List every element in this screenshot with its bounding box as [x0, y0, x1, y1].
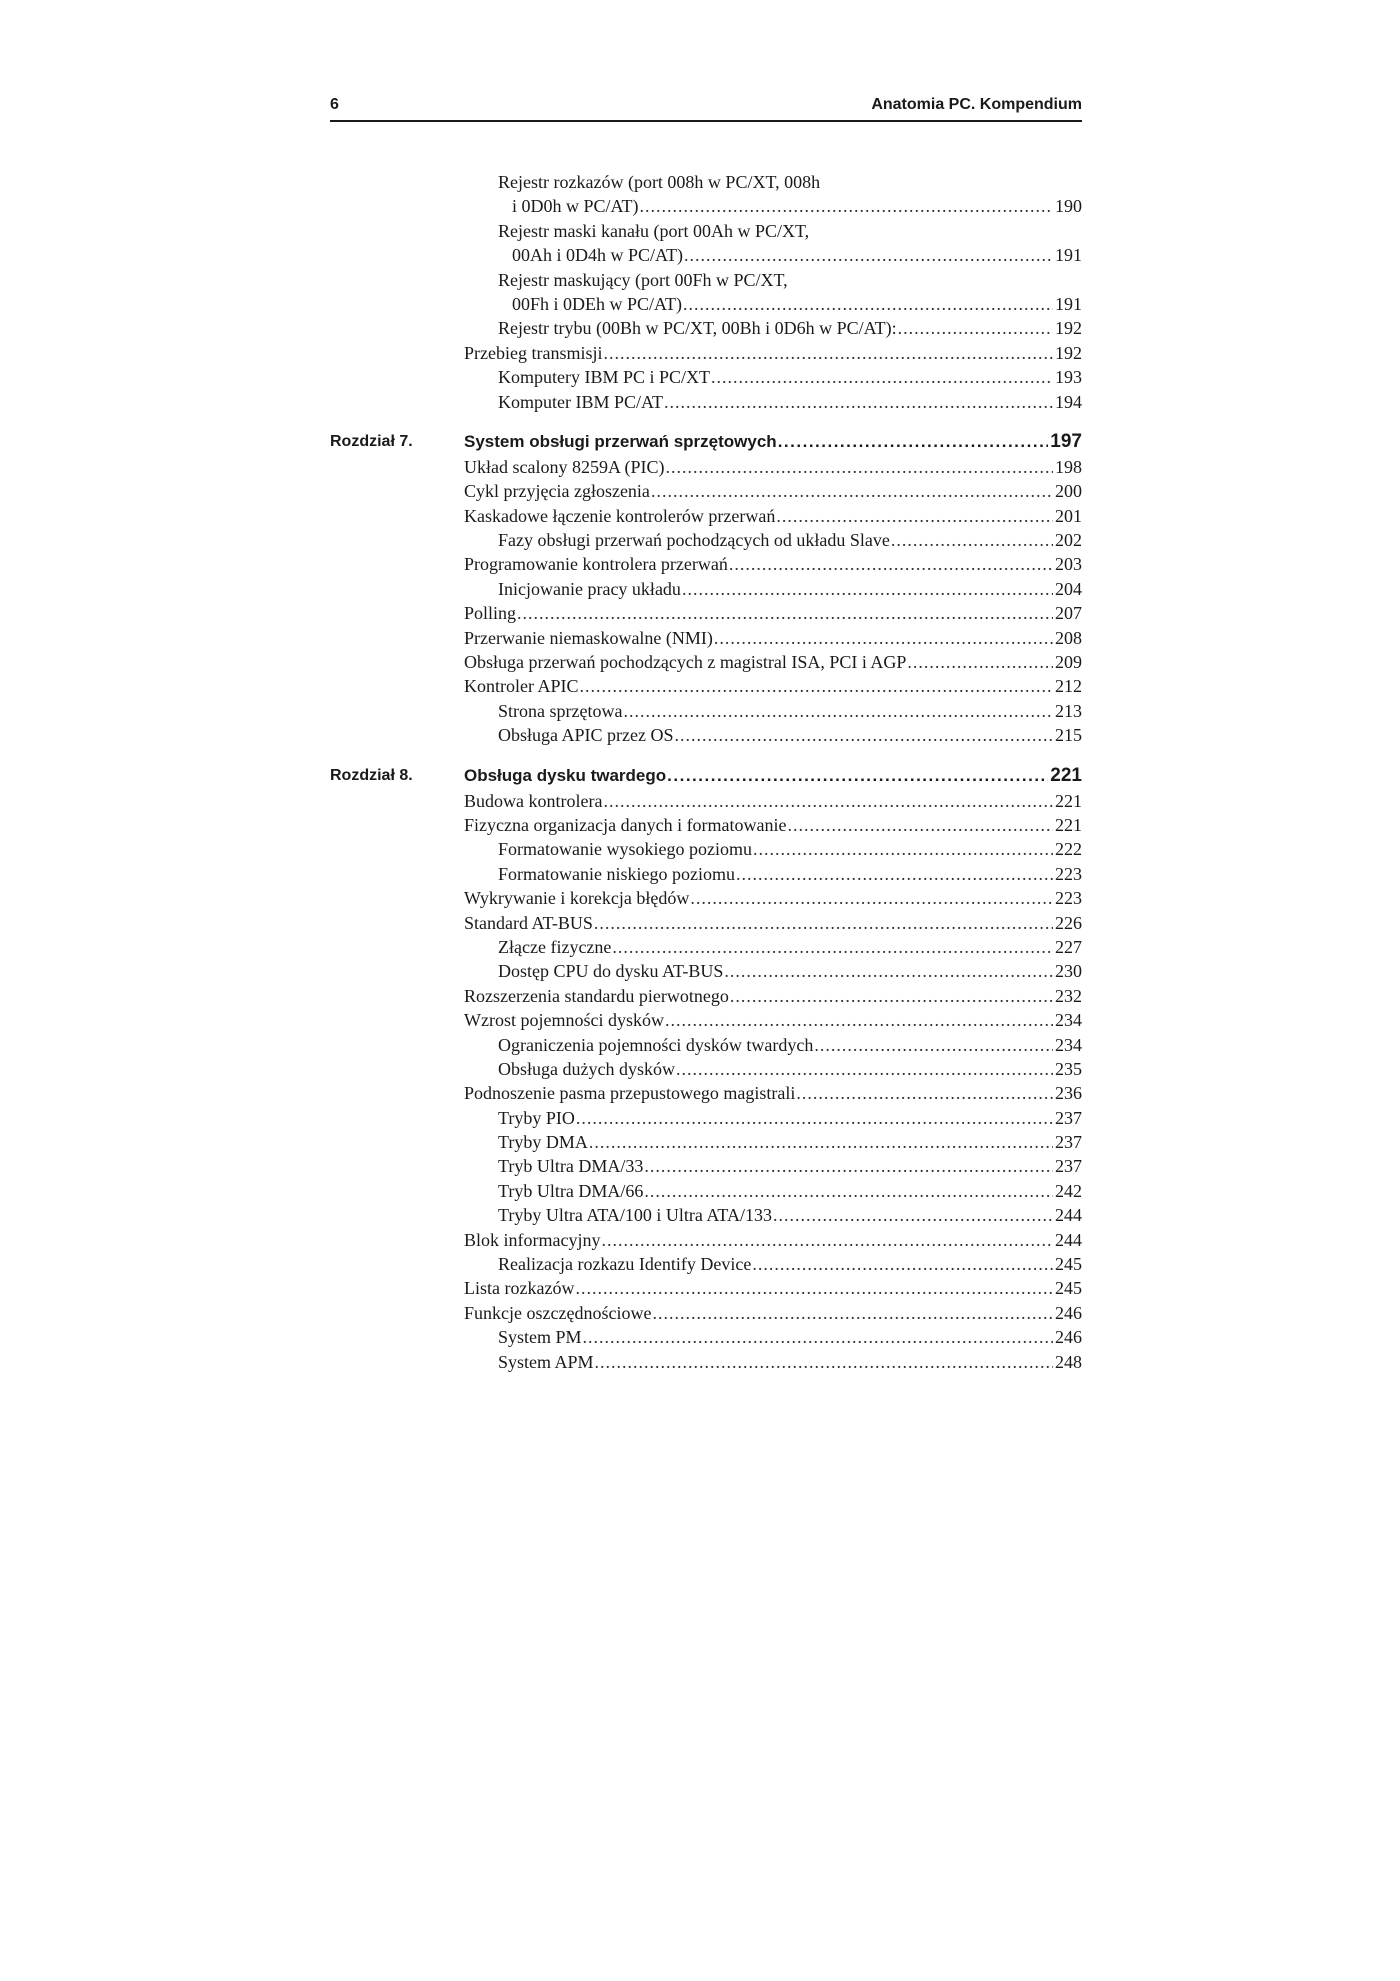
toc-page-number: 203: [1055, 554, 1082, 575]
toc-page-number: 197: [1050, 430, 1082, 452]
toc-page-number: 212: [1055, 676, 1082, 697]
dot-leader: [651, 479, 1053, 503]
toc-entry-title: Realizacja rozkazu Identify Device: [498, 1254, 752, 1275]
toc-entry-title: Kaskadowe łączenie kontrolerów przerwań: [464, 505, 776, 526]
toc-entry: [330, 862, 1082, 886]
toc-page-number: 204: [1055, 578, 1082, 599]
toc-entry: [330, 1033, 1082, 1057]
dot-leader: [623, 699, 1053, 723]
dot-leader: [517, 601, 1053, 625]
toc-entry-title: Fizyczna organizacja danych i formatowanie: [464, 814, 787, 835]
toc-entry: [330, 601, 1082, 625]
toc-page-number: 194: [1055, 391, 1082, 412]
toc-page-number: 237: [1055, 1156, 1082, 1177]
toc-entry-title: Dostęp CPU do dysku AT-BUS: [498, 961, 724, 982]
toc-entry: [330, 219, 1082, 243]
toc-entry: [330, 170, 1082, 194]
toc-page-number: 242: [1055, 1180, 1082, 1201]
dot-leader: [724, 959, 1053, 983]
toc-page-number: 201: [1055, 505, 1082, 526]
dot-leader: [773, 1203, 1053, 1227]
toc-entry-title: Komputery IBM PC i PC/XT: [498, 367, 711, 388]
toc-chapter-entry: [330, 428, 1082, 455]
toc-entry-title: Inicjowanie pracy układu: [498, 578, 681, 599]
toc-entry-title: Ograniczenia pojemności dysków twardych: [498, 1034, 814, 1055]
dot-leader: [580, 674, 1054, 698]
toc-entry: [330, 1276, 1082, 1300]
toc-page-number: 230: [1055, 961, 1082, 982]
toc-entry-title: Przebieg transmisji: [464, 342, 603, 363]
toc-entry-title: Przerwanie niemaskowalne (NMI): [464, 627, 713, 648]
dot-leader: [898, 316, 1053, 340]
toc-page-number: 209: [1055, 652, 1082, 673]
toc-page-number: 245: [1055, 1278, 1082, 1299]
toc-page-number: 222: [1055, 839, 1082, 860]
toc-entry-title: Cykl przyjęcia zgłoszenia: [464, 481, 650, 502]
toc-entry: [330, 723, 1082, 747]
toc-chapter-entry: [330, 762, 1082, 789]
dot-leader: [690, 886, 1053, 910]
toc-entry: [330, 552, 1082, 576]
dot-leader: [667, 762, 1048, 789]
toc-entry: [330, 837, 1082, 861]
dot-leader: [603, 341, 1053, 365]
toc-entry-title: Rejestr rozkazów (port 008h w PC/XT, 008h: [498, 172, 821, 192]
toc-entry-title: 00Ah i 0D4h w PC/AT): [512, 245, 684, 266]
toc-entry-title: i 0D0h w PC/AT): [512, 196, 639, 217]
toc-entry-title: Tryby PIO: [498, 1107, 575, 1128]
toc-page-number: 193: [1055, 367, 1082, 388]
toc-entry: [330, 699, 1082, 723]
toc-entry-title: Tryby Ultra ATA/100 i Ultra ATA/133: [498, 1205, 772, 1226]
toc-entry-title: Kontroler APIC: [464, 676, 579, 697]
toc-page-number: 234: [1055, 1034, 1082, 1055]
toc-entry: [330, 1301, 1082, 1325]
toc-page-number: 221: [1050, 764, 1082, 786]
toc-page-number: 215: [1055, 725, 1082, 746]
dot-leader: [683, 292, 1053, 316]
dot-leader: [796, 1081, 1053, 1105]
dot-leader: [603, 789, 1053, 813]
toc-entry: [330, 1252, 1082, 1276]
toc-page-number: 213: [1055, 700, 1082, 721]
toc-entry-title: Układ scalony 8259A (PIC): [464, 456, 665, 477]
toc-entry-title: Rejestr trybu (00Bh w PC/XT, 00Bh i 0D6h w PC/AT):: [498, 318, 897, 339]
toc-page-number: 248: [1055, 1351, 1082, 1372]
dot-leader: [575, 1276, 1053, 1300]
toc-page-number: 245: [1055, 1254, 1082, 1275]
toc-entry: [330, 455, 1082, 479]
toc-entry-title: Tryb Ultra DMA/33: [498, 1156, 644, 1177]
dot-leader: [714, 626, 1053, 650]
dot-leader: [736, 862, 1053, 886]
dot-leader: [682, 577, 1053, 601]
toc-entry: [330, 479, 1082, 503]
page-header: [330, 96, 1082, 122]
toc-page-number: 200: [1055, 481, 1082, 502]
toc-page-number: 191: [1055, 293, 1082, 314]
toc-page-number: 244: [1055, 1205, 1082, 1226]
toc-entry: [330, 789, 1082, 813]
toc-entry: [330, 626, 1082, 650]
toc-entry-title: Komputer IBM PC/AT: [498, 391, 664, 412]
toc-page-number: 191: [1055, 245, 1082, 266]
dot-leader: [788, 813, 1053, 837]
toc-entry: [330, 194, 1082, 218]
toc-entry: [330, 1350, 1082, 1374]
toc-entry: [330, 1057, 1082, 1081]
dot-leader: [665, 455, 1053, 479]
toc-entry-title: Standard AT-BUS: [464, 912, 593, 933]
dot-leader: [676, 1057, 1053, 1081]
chapter-label: Rozdział 8.: [330, 766, 413, 784]
toc-page-number: 192: [1055, 342, 1082, 363]
toc-entry: [330, 1179, 1082, 1203]
dot-leader: [907, 650, 1053, 674]
dot-leader: [776, 504, 1053, 528]
dot-leader: [729, 552, 1053, 576]
toc-entry: [330, 911, 1082, 935]
toc-entry: [330, 1228, 1082, 1252]
toc-page-number: 226: [1055, 912, 1082, 933]
toc-page-number: 237: [1055, 1107, 1082, 1128]
toc-entry: [330, 577, 1082, 601]
toc-entry: [330, 1203, 1082, 1227]
toc-entry-title: Strona sprzętowa: [498, 700, 623, 721]
toc-entry-title: Obsługa APIC przez OS: [498, 725, 674, 746]
dot-leader: [664, 390, 1053, 414]
toc-entry-title: Rozszerzenia standardu pierwotnego: [464, 985, 729, 1006]
dot-leader: [665, 1008, 1053, 1032]
toc-page-number: 221: [1055, 814, 1082, 835]
toc-entry-title: Wzrost pojemności dysków: [464, 1010, 664, 1031]
toc-page-number: 246: [1055, 1302, 1082, 1323]
toc-entry-title: 00Fh i 0DEh w PC/AT): [512, 293, 683, 314]
toc-entry: [330, 1106, 1082, 1130]
toc-entry-title: Fazy obsługi przerwań pochodzących od układu Slave: [498, 530, 890, 551]
toc-entry-title: Obsługa dużych dysków: [498, 1058, 675, 1079]
toc-page-number: 192: [1055, 318, 1082, 339]
toc-entry: [330, 1154, 1082, 1178]
dot-leader: [595, 1350, 1053, 1374]
toc-entry: [330, 316, 1082, 340]
toc-entry: [330, 365, 1082, 389]
toc-entry: [330, 984, 1082, 1008]
toc-entry: [330, 813, 1082, 837]
toc-entry: [330, 292, 1082, 316]
toc-entry-title: System PM: [498, 1327, 582, 1348]
chapter-title: System obsługi przerwań sprzętowych: [464, 431, 777, 451]
dot-leader: [644, 1179, 1053, 1203]
dot-leader: [594, 911, 1053, 935]
dot-leader: [583, 1325, 1053, 1349]
dot-leader: [684, 243, 1053, 267]
toc-page-number: 234: [1055, 1010, 1082, 1031]
dot-leader: [814, 1033, 1053, 1057]
running-title: Anatomia PC. Kompendium: [871, 96, 1082, 113]
page-number: 6: [330, 96, 339, 113]
toc-entry-title: Budowa kontrolera: [464, 790, 603, 811]
toc-page-number: 202: [1055, 530, 1082, 551]
dot-leader: [753, 837, 1053, 861]
dot-leader: [778, 428, 1049, 455]
toc-entry: [330, 1130, 1082, 1154]
toc-entry: [330, 528, 1082, 552]
toc-page-number: 237: [1055, 1132, 1082, 1153]
toc-entry-title: Złącze fizyczne: [498, 936, 612, 957]
toc-page-number: 223: [1055, 888, 1082, 909]
dot-leader: [601, 1228, 1053, 1252]
dot-leader: [730, 984, 1053, 1008]
dot-leader: [674, 723, 1053, 747]
toc-entry-title: Programowanie kontrolera przerwań: [464, 554, 728, 575]
toc-entry-title: Formatowanie niskiego poziomu: [498, 863, 735, 884]
chapter-title: Obsługa dysku twardego: [464, 765, 667, 785]
toc-page-number: 232: [1055, 985, 1082, 1006]
table-of-contents: [330, 170, 1082, 1374]
toc-entry: [330, 674, 1082, 698]
toc-entry-title: Formatowanie wysokiego poziomu: [498, 839, 752, 860]
toc-entry-title: Tryb Ultra DMA/66: [498, 1180, 644, 1201]
toc-entry: [330, 504, 1082, 528]
toc-entry-title: Podnoszenie pasma przepustowego magistrali: [464, 1083, 796, 1104]
toc-entry-title: System APM: [498, 1351, 594, 1372]
toc-entry: [330, 886, 1082, 910]
toc-entry: [330, 935, 1082, 959]
toc-entry-title: Rejestr maskujący (port 00Fh w PC/XT,: [498, 269, 788, 290]
toc-entry-title: Rejestr maski kanału (port 00Ah w PC/XT,: [498, 220, 810, 241]
toc-entry-title: Wykrywanie i korekcja błędów: [464, 888, 690, 909]
dot-leader: [589, 1130, 1053, 1154]
dot-leader: [652, 1301, 1053, 1325]
toc-entry: [330, 1081, 1082, 1105]
toc-entry: [330, 268, 1082, 292]
toc-page-number: 190: [1055, 196, 1082, 217]
toc-page-number: 244: [1055, 1229, 1082, 1250]
toc-entry-title: Tryby DMA: [498, 1132, 588, 1153]
toc-page-number: 236: [1055, 1083, 1082, 1104]
toc-entry: [330, 390, 1082, 414]
toc-entry: [330, 341, 1082, 365]
toc-entry: [330, 650, 1082, 674]
toc-page-number: 207: [1055, 603, 1082, 624]
toc-page-number: 208: [1055, 627, 1082, 648]
toc-page-number: 223: [1055, 863, 1082, 884]
toc-entry-title: Polling: [464, 603, 517, 624]
toc-entry: [330, 1325, 1082, 1349]
toc-entry-title: Funkcje oszczędnościowe: [464, 1302, 652, 1323]
toc-page-number: 227: [1055, 936, 1082, 957]
toc-page-number: 221: [1055, 790, 1082, 811]
toc-entry: [330, 959, 1082, 983]
toc-entry: [330, 1008, 1082, 1032]
dot-leader: [752, 1252, 1053, 1276]
dot-leader: [711, 365, 1053, 389]
toc-entry-title: Lista rozkazów: [464, 1278, 575, 1299]
chapter-label: Rozdział 7.: [330, 432, 413, 450]
toc-page-number: 235: [1055, 1058, 1082, 1079]
toc-entry-title: Obsługa przerwań pochodzących z magistral ISA, PCI i AGP: [464, 652, 907, 673]
dot-leader: [576, 1106, 1053, 1130]
dot-leader: [640, 194, 1053, 218]
toc-page-number: 246: [1055, 1327, 1082, 1348]
dot-leader: [891, 528, 1053, 552]
dot-leader: [612, 935, 1053, 959]
toc-entry-title: Blok informacyjny: [464, 1229, 601, 1250]
dot-leader: [644, 1154, 1053, 1178]
toc-entry: [330, 243, 1082, 267]
toc-page-number: 198: [1055, 456, 1082, 477]
